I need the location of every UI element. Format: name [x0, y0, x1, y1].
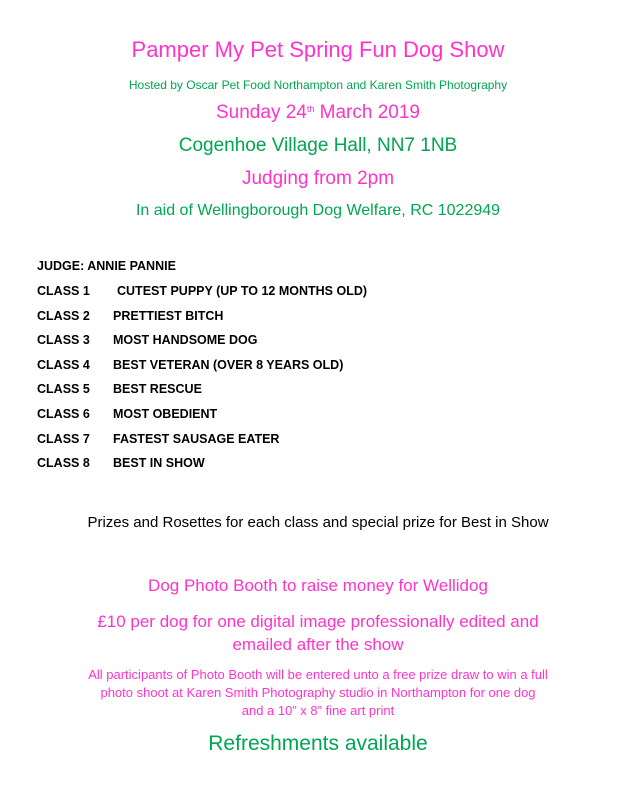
photo-booth-heading: Dog Photo Booth to raise money for Wellidog [148, 576, 488, 595]
date-month-year: March 2019 [314, 102, 420, 123]
price-line-1: £10 per dog for one digital image professionally edited and [97, 612, 539, 631]
hosted-by-line: Hosted by Oscar Pet Food Northampton and Karen Smith Photography [128, 78, 508, 92]
class-name: BEST VETERAN (OVER 8 YEARS OLD) [113, 357, 344, 372]
class-name: MOST HANDSOME DOG [113, 333, 258, 348]
class-number: CLASS 4 [37, 357, 90, 372]
class-name: BEST IN SHOW [113, 456, 205, 471]
class-name: FASTEST SAUSAGE EATER [113, 431, 280, 446]
class-number: CLASS 2 [37, 308, 90, 323]
event-venue: Cogenhoe Village Hall, NN7 1NB [178, 135, 458, 156]
refreshments-line: Refreshments available [208, 732, 428, 755]
photo-booth-price [0, 610, 636, 656]
class-number: CLASS 1 [37, 284, 90, 298]
judge-name: JUDGE: ANNIE PANNIE [37, 259, 176, 273]
draw-line-3: and a 10” x 8” fine art print [241, 703, 395, 718]
class-name: MOST OBEDIENT [113, 406, 218, 421]
date-ordinal-suffix: th [306, 104, 315, 114]
prizes-line: Prizes and Rosettes for each class and special prize for Best in Show [87, 514, 549, 531]
class-name: PRETTIEST BITCH [113, 308, 224, 323]
class-name: CUTEST PUPPY (UP TO 12 MONTHS OLD) [117, 284, 368, 298]
price-line-2: emailed after the show [232, 635, 404, 654]
date-day: Sunday 24 [216, 102, 307, 123]
class-number: CLASS 7 [37, 431, 90, 446]
judging-time: Judging from 2pm [241, 168, 395, 189]
charity-line: In aid of Wellingborough Dog Welfare, RC 1022949 [135, 202, 501, 219]
draw-line-1: All participants of Photo Booth will be entered unto a free prize draw to win a full [88, 667, 548, 682]
event-date [0, 102, 636, 124]
class-number: CLASS 6 [37, 406, 90, 421]
class-number: CLASS 5 [37, 382, 90, 397]
prize-draw-text [0, 666, 636, 720]
class-number: CLASS 3 [37, 333, 90, 348]
event-title: Pamper My Pet Spring Fun Dog Show [131, 37, 505, 62]
class-name: BEST RESCUE [113, 382, 202, 397]
class-number: CLASS 8 [37, 456, 90, 471]
draw-line-2: photo shoot at Karen Smith Photography studio in Northampton for one dog [100, 685, 536, 700]
